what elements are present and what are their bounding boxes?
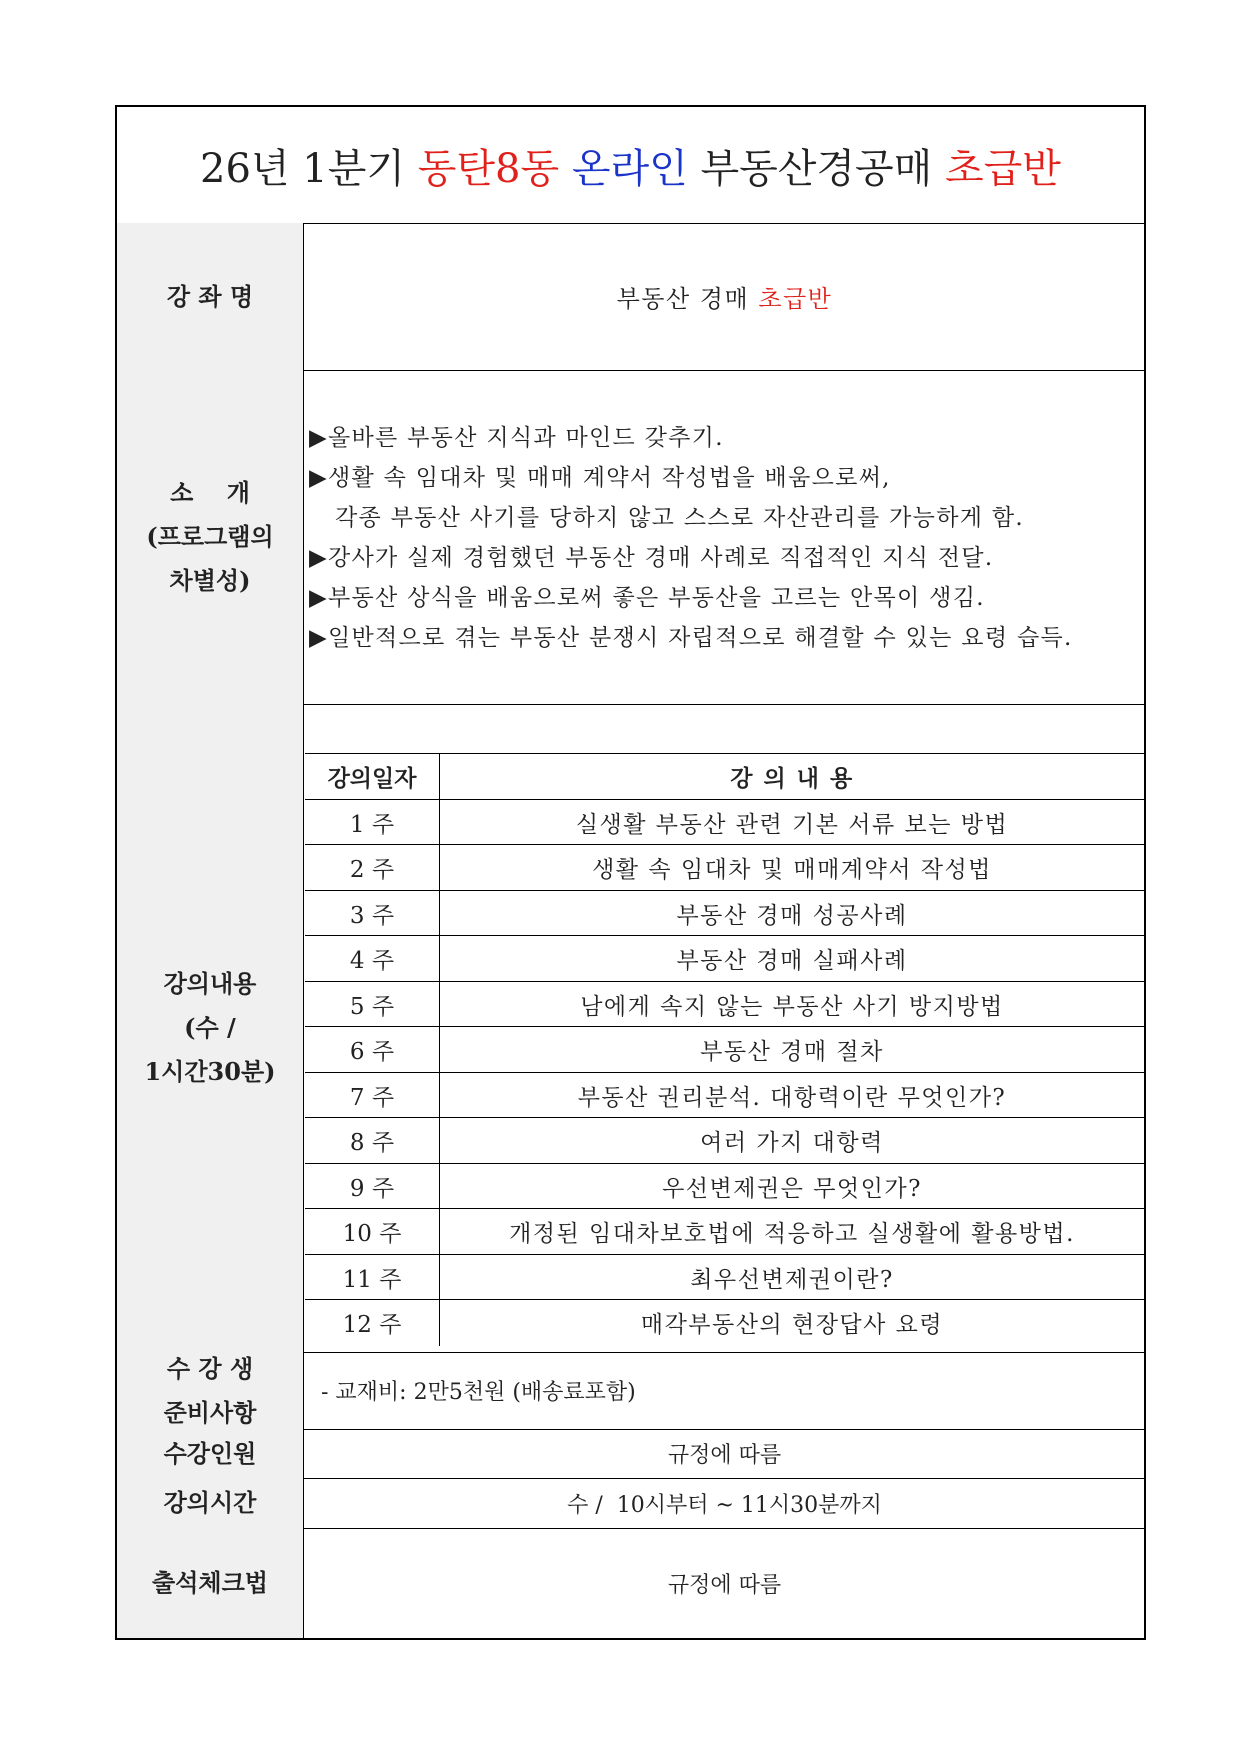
schedule-week: 4 주 <box>305 936 440 982</box>
lecture-label <box>117 704 304 1352</box>
schedule-week: 2 주 <box>305 845 440 891</box>
intro-content <box>305 370 1144 704</box>
prep-label-line2: 준비사항 <box>163 1397 257 1427</box>
schedule-content: 남에게 속지 않는 부동산 사기 방지방법 <box>580 993 1004 1020</box>
schedule-content: 최우선변제권이란? <box>690 1266 894 1293</box>
lecture-row <box>117 704 1144 1353</box>
course-name-label: 강 좌 명 <box>117 223 304 370</box>
schedule-row <box>305 935 1144 982</box>
schedule-table <box>305 704 1144 1352</box>
prep-label <box>117 1352 304 1429</box>
schedule-row <box>305 1163 1144 1210</box>
course-name-row <box>117 223 1144 371</box>
schedule-row <box>305 1072 1144 1119</box>
intro-row <box>117 370 1144 705</box>
capacity-label: 수강인원 <box>117 1429 304 1478</box>
header-week: 강의일자 <box>305 754 440 800</box>
intro-line: ▶강사가 실제 경험했던 부동산 경매 사례로 직접적인 지식 전달. <box>309 545 994 571</box>
lecture-label-line3: 1시간30분) <box>144 1057 276 1086</box>
schedule-content: 여러 가지 대항력 <box>700 1130 884 1157</box>
header-content: 강 의 내 용 <box>730 765 854 793</box>
intro-line: ▶부동산 상식을 배움으로써 좋은 부동산을 고르는 안목이 생김. <box>309 585 985 611</box>
schedule-content: 개정된 임대차보호법에 적응하고 실생활에 활용방법. <box>509 1221 1075 1248</box>
schedule-week: 3 주 <box>305 891 440 937</box>
intro-label <box>117 370 304 704</box>
schedule-content: 부동산 권리분석. 대항력이란 무엇인가? <box>577 1084 1007 1111</box>
time-row <box>117 1478 1144 1529</box>
capacity-value: 규정에 따름 <box>667 1443 782 1468</box>
schedule-row <box>305 1026 1144 1073</box>
title-space <box>559 142 572 188</box>
course-name-value <box>305 223 1144 370</box>
schedule-row <box>305 799 1144 846</box>
schedule-content: 부동산 경매 절차 <box>700 1039 884 1066</box>
intro-line: 각종 부동산 사기를 당하지 않고 스스로 자산관리를 가능하게 함. <box>335 505 1024 531</box>
schedule-row <box>305 890 1144 937</box>
schedule-row <box>305 1117 1144 1164</box>
title-location: 동탄8동 <box>417 145 560 192</box>
time-value: 수 / 10시부터 ~ 11시30분까지 <box>567 1492 882 1518</box>
course-name-text: 부동산 경매 <box>616 285 759 313</box>
lecture-label-line1: 강의내용 <box>163 969 257 998</box>
attendance-label: 출석체크법 <box>117 1528 304 1638</box>
schedule-week: 5 주 <box>305 982 440 1028</box>
page-title <box>117 107 1144 224</box>
schedule-week: 1 주 <box>305 800 440 846</box>
prep-label-line1: 수 강 생 <box>166 1353 254 1383</box>
schedule-content: 부동산 경매 성공사례 <box>676 902 908 929</box>
attendance-row <box>117 1528 1144 1638</box>
prep-value: - 교재비: 2만5천원 (배송료포함) <box>321 1380 636 1405</box>
lecture-label-line2: (수 / <box>184 1013 236 1042</box>
schedule-row <box>305 844 1144 891</box>
schedule-week: 10 주 <box>305 1209 440 1255</box>
schedule-content: 부동산 경매 실패사례 <box>676 948 908 975</box>
prep-row <box>117 1352 1144 1430</box>
schedule-week: 9 주 <box>305 1164 440 1210</box>
schedule-content: 매각부동산의 현장답사 요령 <box>640 1312 944 1339</box>
intro-label-line1: 소 개 <box>170 478 250 507</box>
schedule-row <box>305 1299 1144 1346</box>
intro-line: ▶생활 속 임대차 및 매매 계약서 작성법을 배움으로써, <box>309 465 891 491</box>
time-label: 강의시간 <box>117 1478 304 1528</box>
title-year-quarter: 26년 1분기 <box>200 145 418 192</box>
course-name-highlight: 초급반 <box>758 285 833 313</box>
schedule-week: 11 주 <box>305 1255 440 1301</box>
attendance-value: 규정에 따름 <box>667 1572 782 1598</box>
course-form <box>115 105 1146 1640</box>
schedule-week: 6 주 <box>305 1027 440 1073</box>
schedule-row <box>305 1208 1144 1255</box>
schedule-header <box>305 753 1144 800</box>
schedule-week: 8 주 <box>305 1118 440 1164</box>
intro-label-line2: (프로그램의 <box>146 522 274 551</box>
title-level: 초급반 <box>945 145 1061 192</box>
schedule-content: 우선변제권은 무엇인가? <box>662 1175 922 1202</box>
schedule-content: 생활 속 임대차 및 매매계약서 작성법 <box>592 857 992 884</box>
schedule-row <box>305 981 1144 1028</box>
title-subject: 부동산경공매 <box>687 145 946 192</box>
title-online: 온라인 <box>571 145 688 192</box>
schedule-content: 실생활 부동산 관련 기본 서류 보는 방법 <box>575 811 1009 838</box>
intro-line: ▶올바른 부동산 지식과 마인드 갖추기. <box>309 425 724 451</box>
intro-label-line3: 차별성) <box>169 566 251 595</box>
intro-line: ▶일반적으로 겪는 부동산 분쟁시 자립적으로 해결할 수 있는 요령 습득. <box>309 625 1073 651</box>
capacity-row <box>117 1429 1144 1479</box>
schedule-week: 7 주 <box>305 1073 440 1119</box>
schedule-row <box>305 1254 1144 1301</box>
schedule-week: 12 주 <box>305 1300 440 1346</box>
